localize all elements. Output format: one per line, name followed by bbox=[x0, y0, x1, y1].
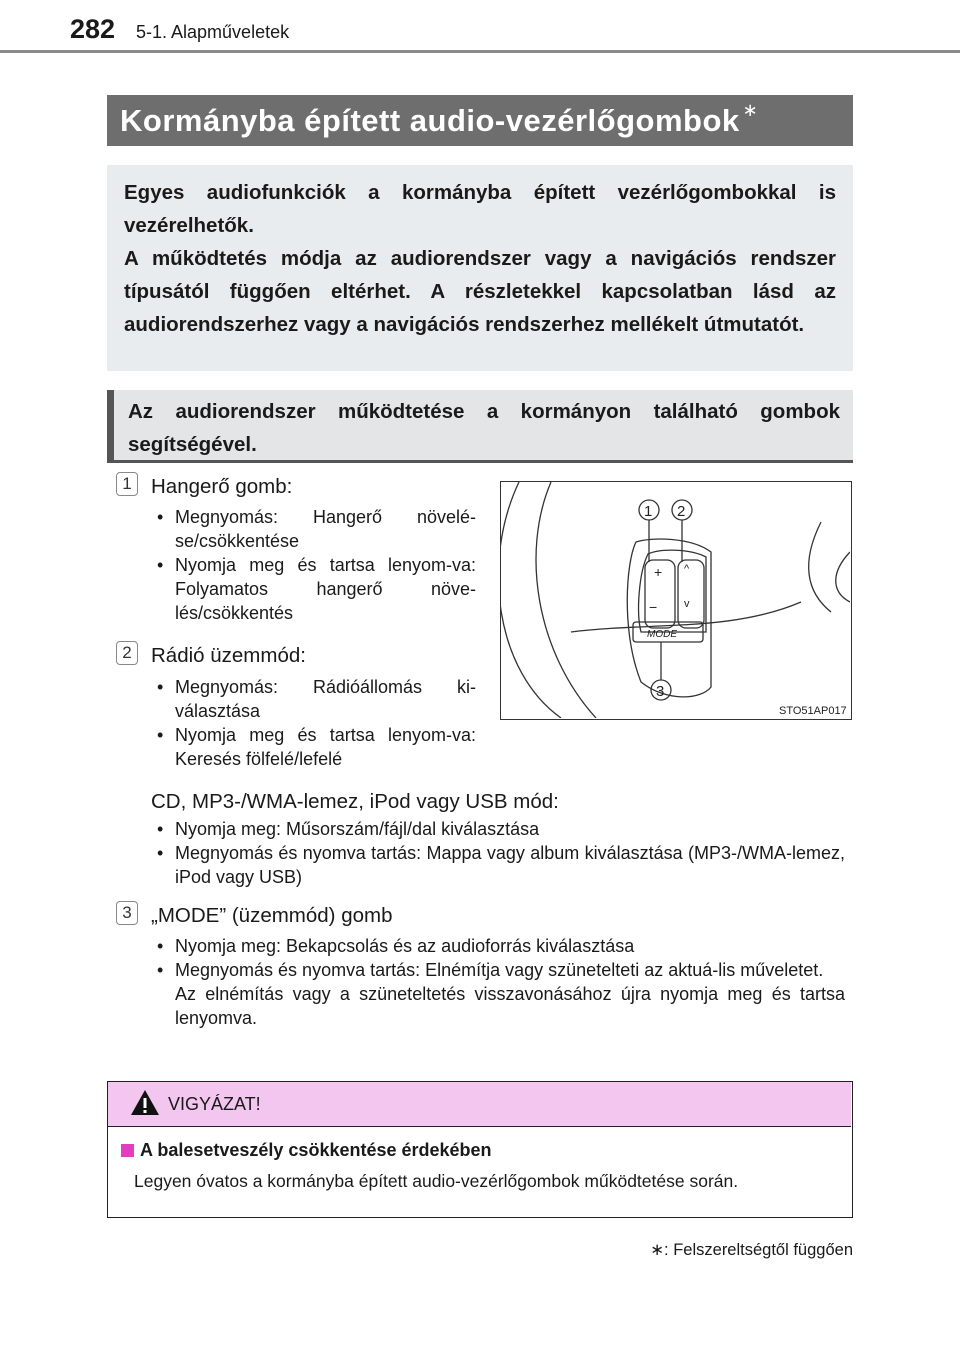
item-number-badge: 1 bbox=[116, 472, 138, 496]
list-item: • Nyomja meg és tartsa lenyom-va: Folyamatos hangerő növe-lés/csökkentés bbox=[150, 553, 476, 625]
steering-wheel-illustration bbox=[501, 482, 850, 718]
list-item: • Nyomja meg: Bekapcsolás és az audioforrás kiválasztása bbox=[150, 934, 845, 958]
wheel-rim-outer bbox=[501, 482, 561, 718]
item-title: „MODE” (üzemmód) gomb bbox=[151, 904, 393, 927]
page-number: 282 bbox=[70, 14, 116, 44]
list-item: • Megnyomás: Hangerő növelé-se/csökkentése bbox=[150, 505, 476, 553]
list-item-continuation: Az elnémítás vagy a szüneteltetés visszavonásához újra nyomja meg és tartsa lenyomva. bbox=[175, 984, 845, 1028]
warning-subtitle: A balesetveszély csökkentése érdekében bbox=[140, 1140, 492, 1160]
operation-heading: Az audiorendszer működtetése a kormányon található gombok segítségével. bbox=[128, 400, 840, 456]
warning-label: VIGYÁZAT! bbox=[168, 1094, 261, 1114]
intro-box bbox=[107, 165, 853, 371]
footnote bbox=[650, 1240, 853, 1260]
item-bullet-list bbox=[150, 934, 845, 1030]
page-title-bar bbox=[107, 95, 853, 146]
item-title: Rádió üzemmód: bbox=[151, 644, 306, 667]
steering-wheel-figure bbox=[500, 481, 852, 720]
item-subtitle: CD, MP3-/WMA-lemez, iPod vagy USB mód: bbox=[151, 790, 559, 813]
list-item: • Nyomja meg: Műsorszám/fájl/dal kiválasztása bbox=[150, 817, 845, 841]
callout-number: 2 bbox=[677, 503, 686, 520]
title-footnote-mark: ∗ bbox=[742, 99, 759, 120]
chevron-up-icon: ^ bbox=[684, 563, 690, 575]
intro-paragraph-2: A működtetés módja az audiorendszer vagy a navigációs rendszer típusától függően eltérhet. A részletekkel kapcsolatban lásd az audiorendszerhez vagy a navigációs rendszerhez mellékelt útmutatót. bbox=[124, 247, 836, 336]
header-rule bbox=[0, 50, 960, 53]
list-item: • Megnyomás: Rádióállomás ki-választása bbox=[150, 675, 476, 723]
chevron-down-icon: v bbox=[684, 598, 690, 610]
item-bullet-list bbox=[150, 817, 845, 889]
footnote-mark: ∗ bbox=[650, 1241, 665, 1259]
footnote-text: : Felszereltségtől függően bbox=[664, 1241, 853, 1259]
list-item: • Megnyomás és nyomva tartás: Elnémítja vagy szünetelteti az aktuá-lis műveletet. bbox=[150, 958, 845, 982]
operation-heading-box bbox=[107, 390, 853, 463]
item-number-badge: 3 bbox=[116, 901, 138, 925]
section-title: 5-1. Alapműveletek bbox=[136, 22, 290, 42]
wheel-hub-edge bbox=[809, 522, 831, 612]
list-item: • Nyomja meg és tartsa lenyom-va: Keresés fölfelé/lefelé bbox=[150, 723, 476, 771]
callout-number: 3 bbox=[656, 683, 665, 700]
page-title: Kormányba épített audio-vezérlőgombok ∗ bbox=[120, 99, 759, 138]
wheel-hub-edge bbox=[836, 552, 850, 602]
warning-triangle-icon bbox=[130, 1089, 160, 1116]
seek-button bbox=[678, 560, 704, 628]
item-title: Hangerő gomb: bbox=[151, 475, 293, 498]
item-number-badge: 2 bbox=[116, 641, 138, 665]
mode-button-label: MODE bbox=[647, 629, 677, 640]
callout-number: 1 bbox=[644, 503, 653, 520]
list-item: • Megnyomás és nyomva tartás: Mappa vagy album kiválasztása (MP3-/WMA-lemez, iPod vagy USB) bbox=[150, 841, 845, 889]
item-bullet-list bbox=[150, 675, 476, 771]
figure-code: STO51AP017 bbox=[779, 705, 847, 717]
plus-icon: + bbox=[654, 564, 663, 580]
warning-bullet-square bbox=[121, 1144, 134, 1157]
item-bullet-list bbox=[150, 505, 476, 625]
switch-panel-bezel bbox=[627, 539, 711, 697]
intro-paragraph-1: Egyes audiofunkciók a kormányba épített vezérlőgombokkal is vezérelhetők. bbox=[124, 181, 836, 237]
warning-header bbox=[108, 1082, 851, 1127]
minus-icon: − bbox=[649, 599, 658, 615]
wheel-rim-inner bbox=[536, 482, 596, 718]
warning-box bbox=[107, 1081, 853, 1218]
warning-body: Legyen óvatos a kormányba épített audio-vezérlőgombok működtetése során. bbox=[134, 1171, 739, 1191]
